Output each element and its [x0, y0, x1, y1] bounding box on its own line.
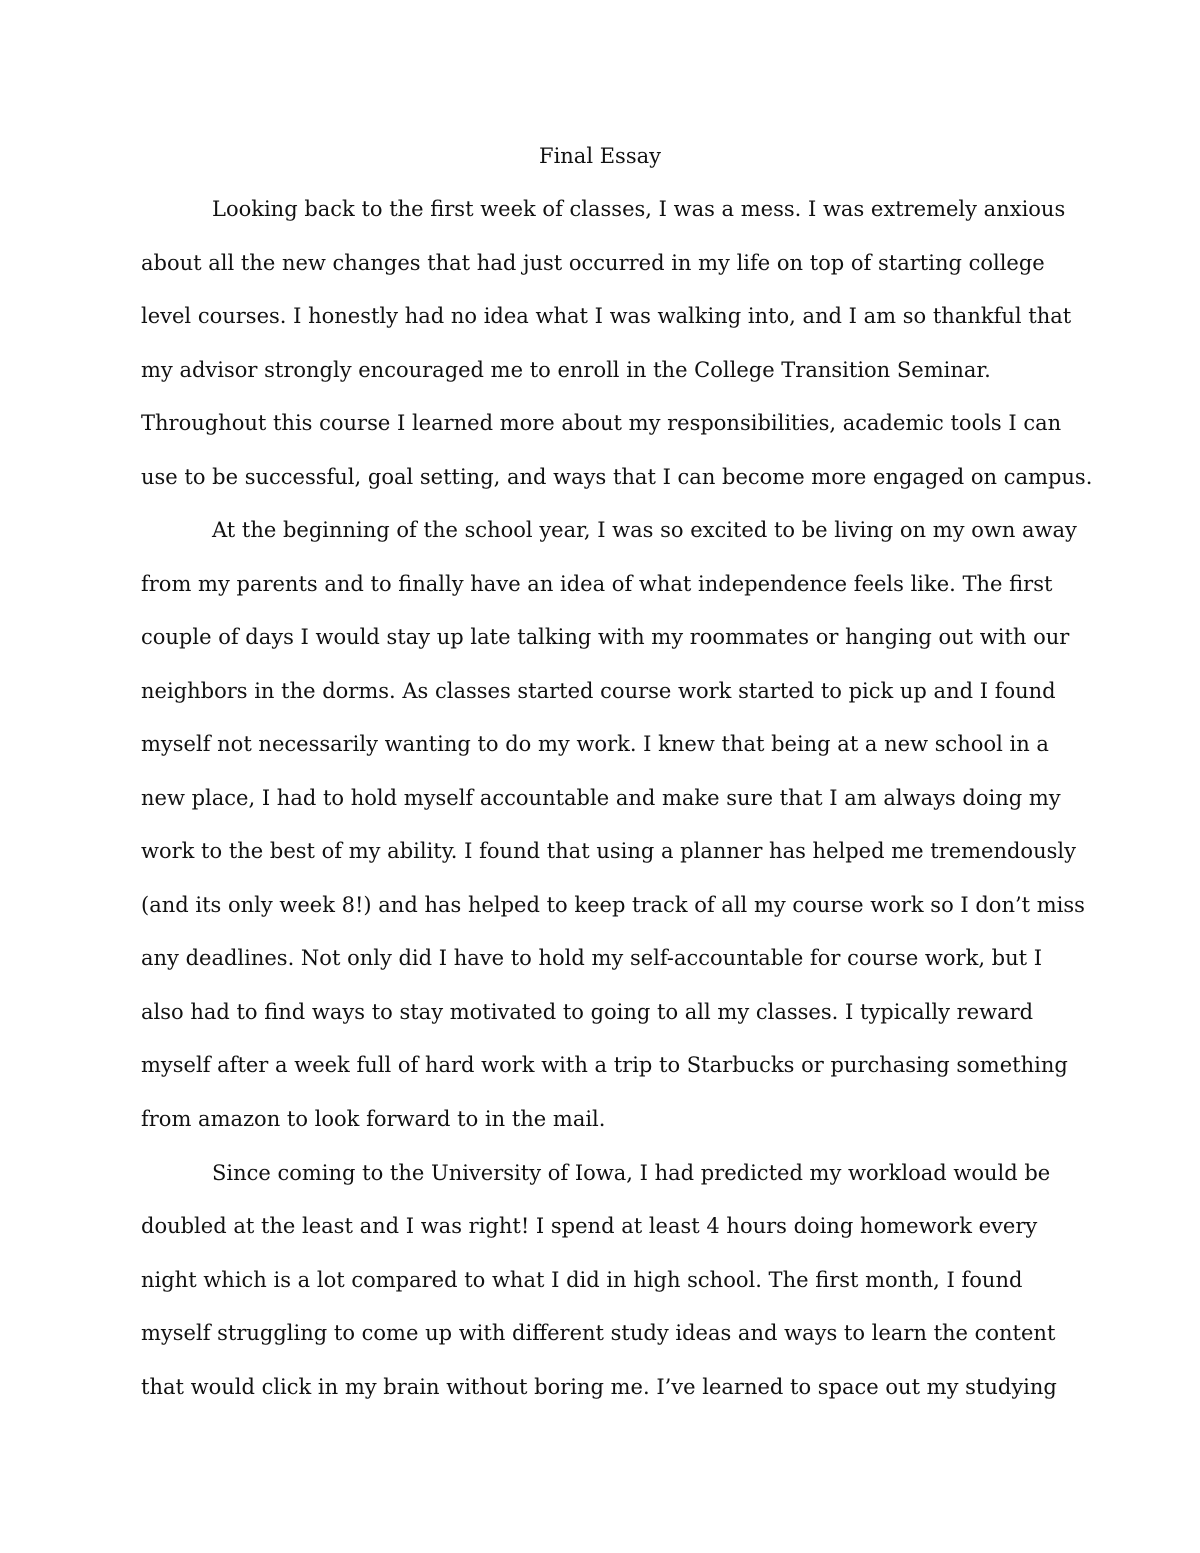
text-line: myself not necessarily wanting to do my work. I knew that being at a new school in a: [141, 732, 1049, 756]
page-title: Final Essay: [539, 144, 661, 168]
text-line: myself struggling to come up with different study ideas and ways to learn the content: [141, 1321, 1056, 1345]
text-line: doubled at the least and I was right! I spend at least 4 hours doing homework every: [141, 1214, 1038, 1238]
text-line: myself after a week full of hard work with a trip to Starbucks or purchasing something: [141, 1053, 1068, 1077]
text-line-paragraph-2-start: At the beginning of the school year, I was so excited to be living on my own away: [212, 518, 1077, 542]
text-line: (and its only week 8!) and has helped to keep track of all my course work so I don’t miss: [141, 893, 1085, 917]
text-line: couple of days I would stay up late talking with my roommates or hanging out with our: [141, 625, 1070, 649]
text-line: any deadlines. Not only did I have to hold my self-accountable for course work, but I: [141, 946, 1043, 970]
text-line: work to the best of my ability. I found that using a planner has helped me tremendously: [141, 839, 1076, 863]
text-line-paragraph-1-start: Looking back to the first week of classes, I was a mess. I was extremely anxious: [212, 197, 1066, 221]
text-line: Throughout this course I learned more about my responsibilities, academic tools I can: [141, 411, 1062, 435]
text-line: also had to find ways to stay motivated to going to all my classes. I typically reward: [141, 1000, 1034, 1024]
text-line: new place, I had to hold myself accountable and make sure that I am always doing my: [141, 786, 1061, 810]
text-line: neighbors in the dorms. As classes started course work started to pick up and I found: [141, 679, 1056, 703]
text-line: my advisor strongly encouraged me to enroll in the College Transition Seminar.: [141, 358, 991, 382]
text-line: that would click in my brain without boring me. I’ve learned to space out my studying: [141, 1375, 1057, 1399]
text-line: from amazon to look forward to in the mail.: [141, 1107, 606, 1131]
text-line: about all the new changes that had just occurred in my life on top of starting college: [141, 251, 1045, 275]
text-line-paragraph-3-start: Since coming to the University of Iowa, I had predicted my workload would be: [212, 1161, 1051, 1185]
text-line: from my parents and to finally have an idea of what independence feels like. The first: [141, 572, 1053, 596]
text-line: level courses. I honestly had no idea what I was walking into, and I am so thankful that: [141, 304, 1072, 328]
text-line: use to be successful, goal setting, and ways that I can become more engaged on campus.: [141, 465, 1093, 489]
text-line: night which is a lot compared to what I did in high school. The first month, I found: [141, 1268, 1023, 1292]
